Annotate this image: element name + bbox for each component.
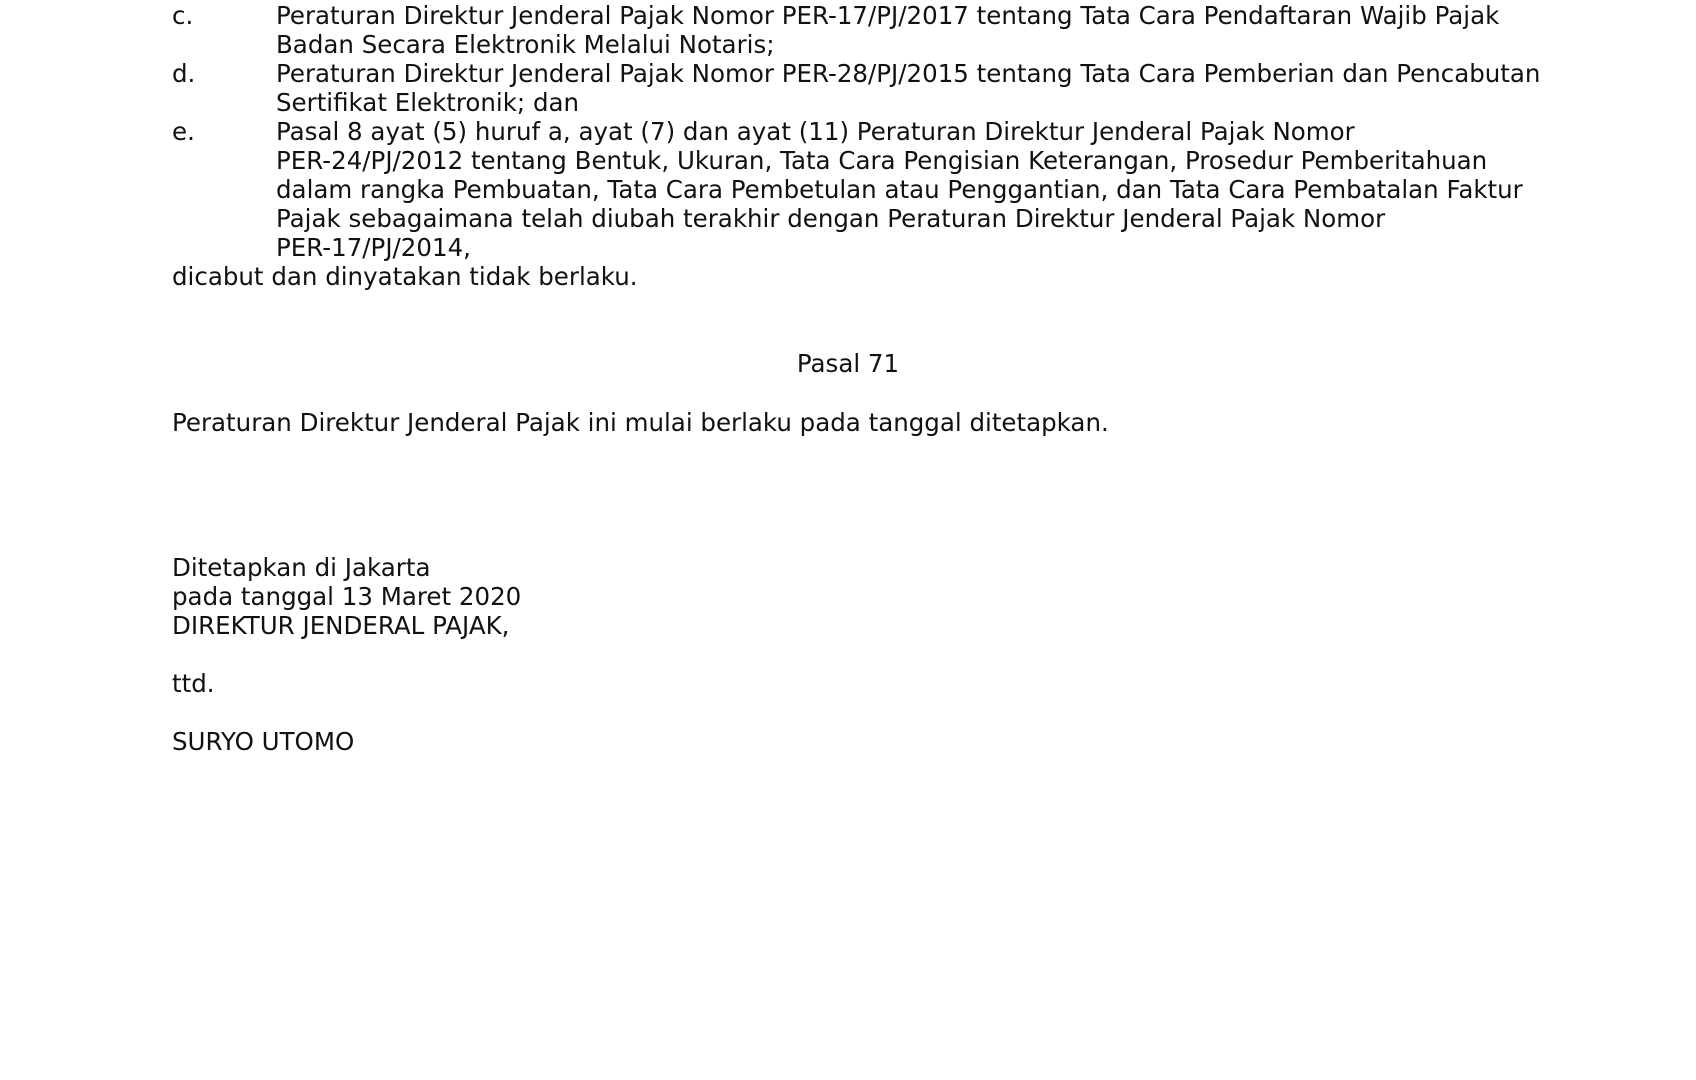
list-item-text — [276, 117, 1556, 262]
list-item-line: Pasal 8 ayat (5) huruf a, ayat (7) dan ayat (11) Peraturan Direktur Jenderal Pajak Nomor — [276, 117, 1355, 146]
article-text: Peraturan Direktur Jenderal Pajak ini mulai berlaku pada tanggal ditetapkan. — [172, 408, 1109, 437]
signatory-name: SURYO UTOMO — [172, 727, 355, 756]
article-heading — [0, 349, 1696, 378]
revocation-closing: dicabut dan dinyatakan tidak berlaku. — [172, 262, 638, 291]
list-item-line: Peraturan Direktur Jenderal Pajak Nomor PER-28/PJ/2015 tentang Tata Cara Pemberian dan Pencabutan — [276, 59, 1541, 88]
list-marker: c. — [172, 1, 194, 30]
list-marker: e. — [172, 117, 195, 146]
list-item-line: Peraturan Direktur Jenderal Pajak Nomor PER-17/PJ/2017 tentang Tata Cara Pendaftaran Wajib Pajak — [276, 1, 1500, 30]
signature-date: pada tanggal 13 Maret 2020 — [172, 582, 522, 611]
list-item-line: dalam rangka Pembuatan, Tata Cara Pembetulan atau Penggantian, dan Tata Cara Pembatalan Faktur — [276, 175, 1523, 204]
article-heading-text: Pasal 71 — [796, 349, 900, 378]
signature-office: DIREKTUR JENDERAL PAJAK, — [172, 611, 510, 640]
signature-place: Ditetapkan di Jakarta — [172, 553, 431, 582]
list-item-text — [276, 1, 1556, 59]
list-item-line: PER-24/PJ/2012 tentang Bentuk, Ukuran, Tata Cara Pengisian Keterangan, Prosedur Pemberitahuan — [276, 146, 1488, 175]
list-item-line: Pajak sebagaimana telah diubah terakhir dengan Peraturan Direktur Jenderal Pajak Nomor — [276, 204, 1386, 233]
list-item-line: PER-17/PJ/2014, — [276, 233, 471, 262]
list-item-line: Badan Secara Elektronik Melalui Notaris; — [276, 30, 775, 59]
signature-signed: ttd. — [172, 669, 215, 698]
list-marker: d. — [172, 59, 196, 88]
list-item-line: Sertifikat Elektronik; dan — [276, 88, 580, 117]
list-item-text — [276, 59, 1556, 117]
